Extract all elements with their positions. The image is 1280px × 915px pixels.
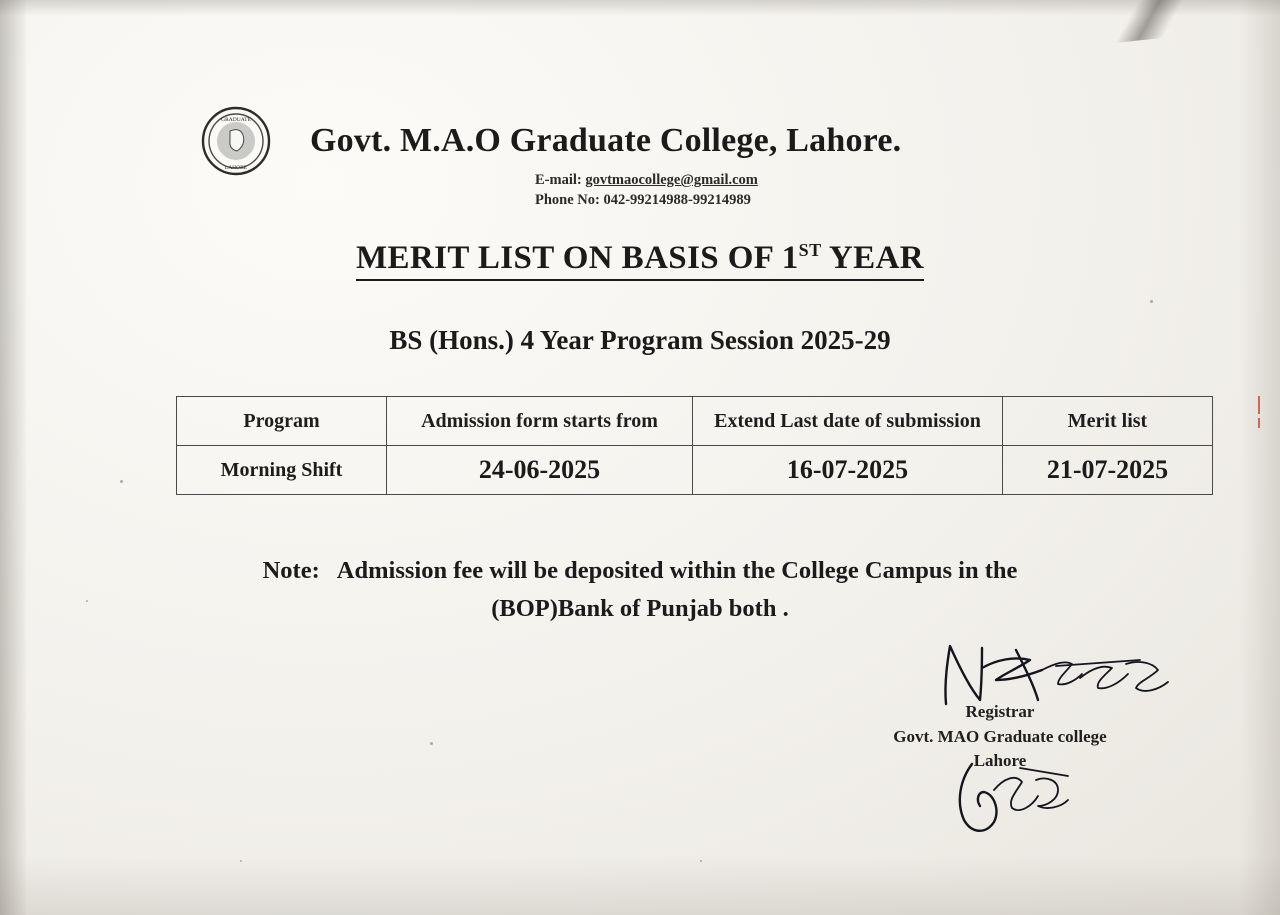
- note-label: Note:: [262, 557, 320, 584]
- svg-text:GRADUATE: GRADUATE: [221, 117, 251, 123]
- signatory-title: Registrar: [965, 702, 1035, 721]
- college-name: Govt. M.A.O Graduate College, Lahore.: [310, 122, 902, 159]
- column-header-merit-list: Merit list: [1003, 397, 1213, 446]
- column-header-admission-start: Admission form starts from: [387, 397, 693, 446]
- note-line-2: (BOP)Bank of Punjab both .: [491, 594, 789, 622]
- schedule-table: [176, 396, 1213, 495]
- email-label: E-mail:: [535, 172, 582, 188]
- column-header-extend-last-date: Extend Last date of submission: [693, 397, 1003, 446]
- cell-program: Morning Shift: [177, 446, 387, 495]
- cell-merit-list: 21-07-2025: [1003, 446, 1213, 495]
- college-seal-icon: [200, 105, 272, 177]
- column-header-program: Program: [177, 397, 387, 446]
- table-header-row: [177, 397, 1213, 446]
- program-subtitle: BS (Hons.) 4 Year Program Session 2025-29: [389, 325, 891, 355]
- page-title-main: MERIT LIST ON BASIS OF 1: [355, 240, 799, 276]
- email-value: govtmaocollege@gmail.com: [585, 172, 758, 188]
- page-title-tail: YEAR: [821, 240, 925, 276]
- signatory-city: Lahore: [973, 751, 1027, 771]
- page-title-ordinal: ST: [798, 240, 822, 260]
- svg-text:LAHORE: LAHORE: [224, 165, 248, 171]
- handwritten-signature-secondary: [950, 750, 1090, 850]
- table-row: [177, 446, 1213, 495]
- note-block: [0, 552, 1280, 628]
- cell-admission-start: 24-06-2025: [387, 446, 693, 495]
- page-title: [0, 240, 1280, 281]
- signatory-institution: Govt. MAO Graduate college: [893, 726, 1107, 746]
- phone-line: Phone No: 042-99214988-99214989: [535, 192, 751, 208]
- cell-extend-last-date: 16-07-2025: [693, 446, 1003, 495]
- schedule-table-wrapper: [176, 396, 1212, 495]
- email-line: [535, 172, 758, 189]
- note-line-1: Admission fee will be deposited within the College Campus in the: [336, 557, 1018, 584]
